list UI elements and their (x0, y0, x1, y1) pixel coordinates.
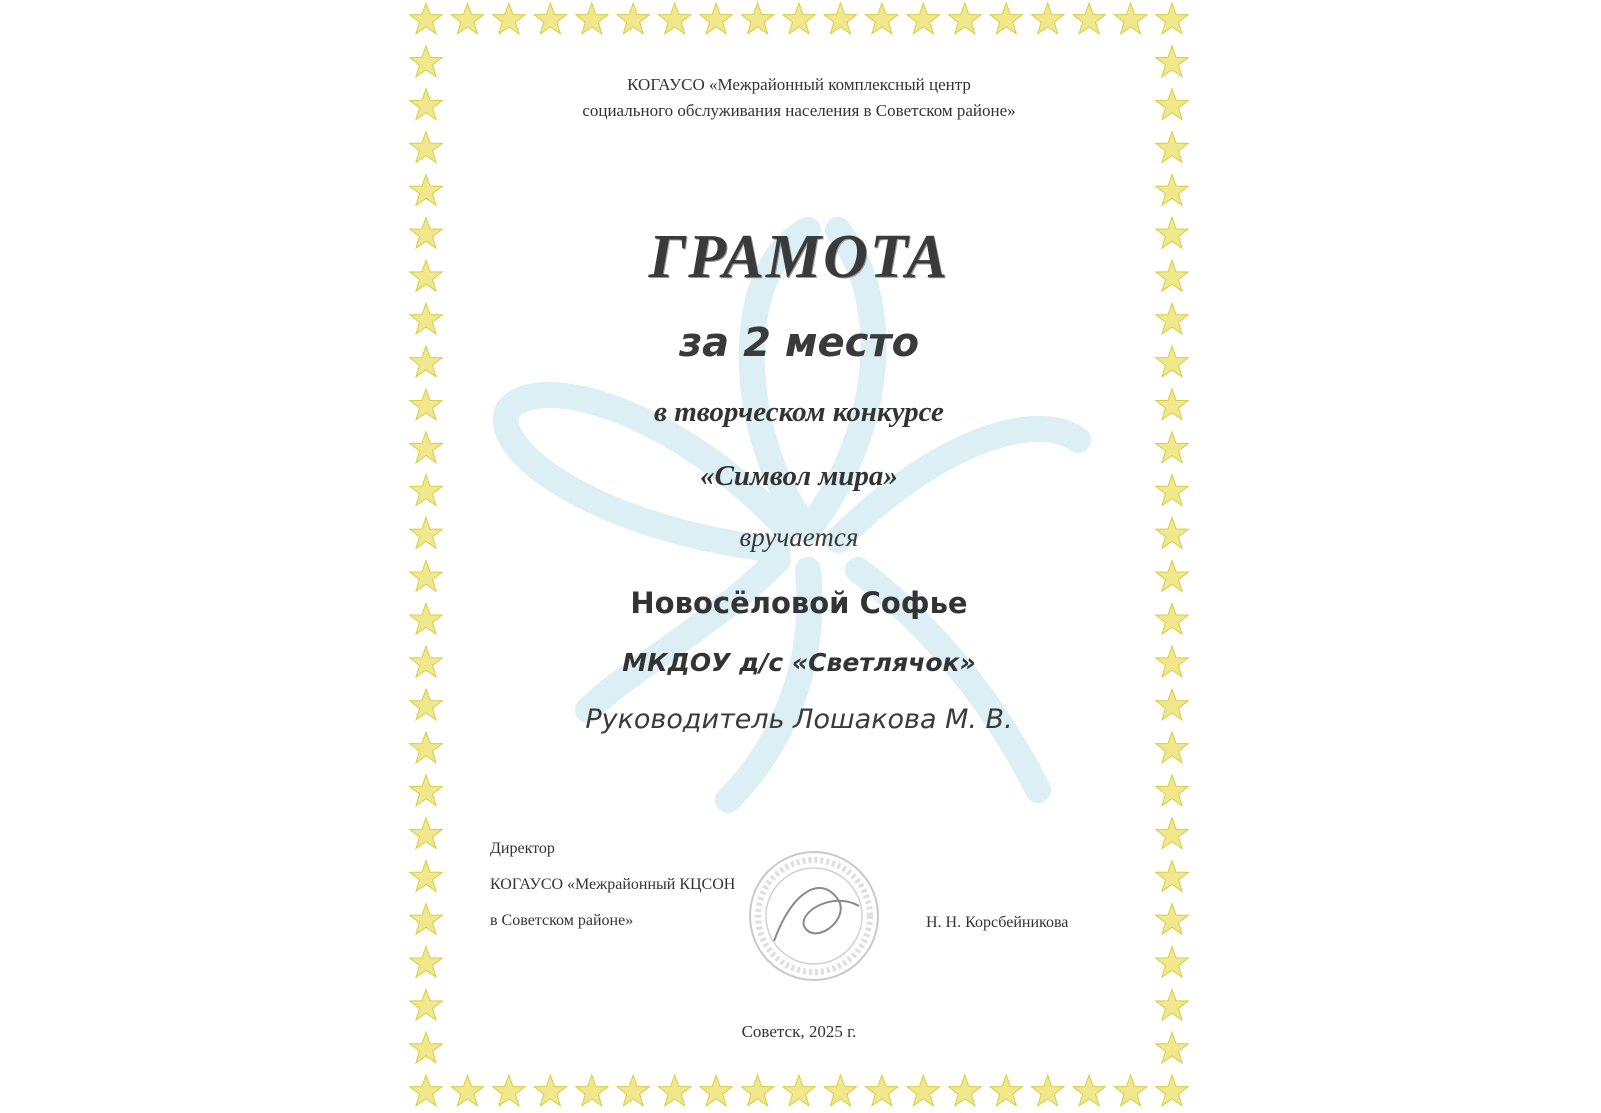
star-icon (534, 3, 566, 34)
star-icon (783, 1075, 815, 1106)
star-icon (576, 1075, 608, 1106)
star-icon (410, 3, 442, 34)
contest-text: в творческом конкурсе (654, 396, 944, 428)
star-icon (1073, 3, 1105, 34)
star-icon (907, 1075, 939, 1106)
star-icon (741, 1075, 773, 1106)
star-icon (907, 3, 939, 34)
certificate-title: ГРАМОТА (648, 223, 950, 291)
star-icon (410, 732, 442, 763)
star-icon (866, 3, 898, 34)
star-icon (410, 818, 442, 849)
supervisor-name: Руководитель Лошакова М. В. (585, 704, 1013, 735)
star-icon (990, 3, 1022, 34)
certificate-sheet (408, 0, 1190, 1113)
signer-name: Н. Н. Корсбейникова (926, 914, 1069, 931)
star-icon (990, 1075, 1022, 1106)
star-icon (700, 3, 732, 34)
place-text: за 2 место (678, 320, 920, 366)
star-icon (658, 1075, 690, 1106)
star-icon (1156, 3, 1188, 34)
star-icon (1156, 732, 1188, 763)
star-icon (1156, 775, 1188, 806)
star-icon (1156, 861, 1188, 892)
issuer-line-1: КОГАУСО «Межрайонный комплексный центр (627, 75, 971, 94)
seal-stamp-icon (744, 846, 884, 986)
star-icon (1114, 1075, 1146, 1106)
star-icon (451, 1075, 483, 1106)
star-icon (410, 432, 442, 463)
recipient-name: Новосёловой Софье (630, 586, 968, 620)
star-icon (451, 3, 483, 34)
star-icon (1156, 946, 1188, 977)
star-icon (866, 1075, 898, 1106)
star-icon (493, 1075, 525, 1106)
star-icon (410, 175, 442, 206)
star-icon (949, 3, 981, 34)
recipient-organization: МКДОУ д/с «Светлячок» (622, 648, 976, 677)
star-icon (410, 989, 442, 1020)
star-icon (1156, 903, 1188, 934)
star-icon (1156, 175, 1188, 206)
star-icon (576, 3, 608, 34)
star-icon (1156, 989, 1188, 1020)
star-icon (410, 861, 442, 892)
star-icon (410, 903, 442, 934)
star-icon (1156, 432, 1188, 463)
star-icon (824, 1075, 856, 1106)
star-icon (410, 132, 442, 163)
star-icon (1031, 1075, 1063, 1106)
star-icon (410, 946, 442, 977)
star-icon (658, 3, 690, 34)
star-icon (534, 1075, 566, 1106)
star-icon (1156, 818, 1188, 849)
star-icon (741, 3, 773, 34)
signer-position: Директор (490, 840, 555, 857)
star-icon (783, 3, 815, 34)
star-icon (493, 3, 525, 34)
star-icon (1156, 1075, 1188, 1106)
signer-org-line-2: в Советском районе» (490, 912, 634, 929)
star-icon (1073, 1075, 1105, 1106)
star-icon (949, 1075, 981, 1106)
star-icon (410, 775, 442, 806)
star-icon (1114, 3, 1146, 34)
issuer-header (408, 72, 1190, 124)
star-icon (1156, 132, 1188, 163)
star-icon (1031, 3, 1063, 34)
star-icon (617, 3, 649, 34)
signer-org-line-1: КОГАУСО «Межрайонный КЦСОН (490, 876, 736, 893)
star-icon (700, 1075, 732, 1106)
place-and-date: Советск, 2025 г. (741, 1022, 857, 1041)
contest-name: «Символ мира» (700, 460, 898, 492)
star-icon (410, 1075, 442, 1106)
awarded-text: вручается (739, 522, 859, 552)
star-icon (617, 1075, 649, 1106)
star-icon (824, 3, 856, 34)
issuer-line-2: социального обслуживания населения в Советском районе» (582, 101, 1016, 120)
